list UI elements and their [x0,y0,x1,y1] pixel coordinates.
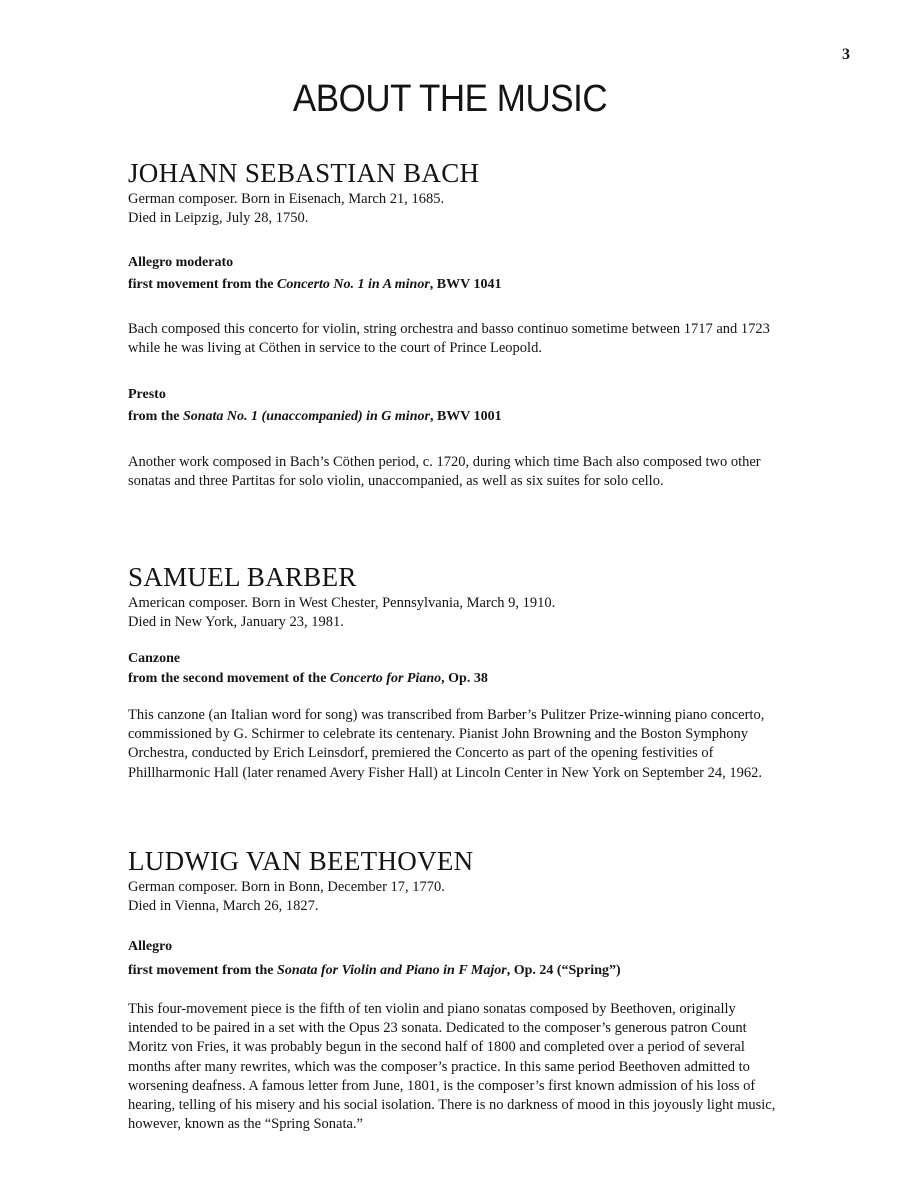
piece-title: Allegro moderato [128,255,234,270]
piece-source: first movement from the Concerto No. 1 in A minor, BWV 1041 [128,277,502,292]
piece-description: This canzone (an Italian word for song) was transcribed from Barber’s Pulitzer Prize-winning piano concerto, commissioned by G. Schirmer to celebrate its centenary. Pianist John Browning and the Boston Symphony Orchestra, conducted by Erich Leinsdorf, premiered the Concerto as part of the opening festivities of Phillharmonic Hall (later renamed Avery Fisher Hall) at Lincoln Center in New York on September 24, 1962. [128,707,765,781]
composer-section-barber [128,562,788,632]
composer-bio-line: Died in New York, January 23, 1981. [128,614,344,630]
piece-presto [128,386,788,426]
composer-name: SAMUEL BARBER [128,562,357,592]
composer-name: JOHANN SEBASTIAN BACH [128,158,480,188]
piece-title: Presto [128,387,166,402]
composer-bio-line: American composer. Born in West Chester, Pennsylvania, March 9, 1910. [128,595,556,611]
composer-name: LUDWIG VAN BEETHOVEN [128,846,474,876]
composer-bio-line: Died in Vienna, March 26, 1827. [128,898,319,914]
piece-description: This four-movement piece is the fifth of ten violin and piano sonatas composed by Beethoven, originally intended to be paired in a set with the Opus 23 sonata. Dedicated to the composer’s generous patron Count Moritz von Fries, it was probably begun in the second half of 1800 and completed over a period of several months after many rewrites, which was the composer’s practice. In this same period Beethoven admitted to worsening deafness. A famous letter from June, 1801, is the composer’s first known admission of his loss of hearing, telling of his misery and his social isolation. There is no darkness of mood in this joyously light music, however, known as the “Spring Sonata.” [128,1001,776,1133]
piece-source: from the Sonata No. 1 (unaccompanied) in G minor, BWV 1001 [128,409,502,424]
piece-description: Bach composed this concerto for violin, string orchestra and basso continuo sometime between 1717 and 1723 while he was living at Cöthen in service to the court of Prince Leopold. [128,321,770,357]
piece-source: first movement from the Sonata for Violin and Piano in F Major, Op. 24 (“Spring”) [128,963,621,978]
piece-allegro-moderato [128,254,788,294]
composer-bio-line: Died in Leipzig, July 28, 1750. [128,210,309,226]
page-number: 3 [842,46,850,63]
piece-source: from the second movement of the Concerto for Piano, Op. 38 [128,671,488,686]
page-title: ABOUT THE MUSIC [292,78,608,120]
piece-description: Another work composed in Bach’s Cöthen period, c. 1720, during which time Bach also composed two other sonatas and three Partitas for solo violin, unaccompanied, as well as six suites for solo cello. [128,454,761,490]
piece-allegro [128,938,788,980]
piece-title: Allegro [128,939,173,954]
composer-section-bach [128,158,788,228]
composer-bio-line: German composer. Born in Eisenach, March 21, 1685. [128,191,445,207]
piece-title: Canzone [128,651,181,666]
piece-canzone [128,650,788,688]
composer-section-beethoven [128,846,788,916]
composer-bio-line: German composer. Born in Bonn, December 17, 1770. [128,879,445,895]
